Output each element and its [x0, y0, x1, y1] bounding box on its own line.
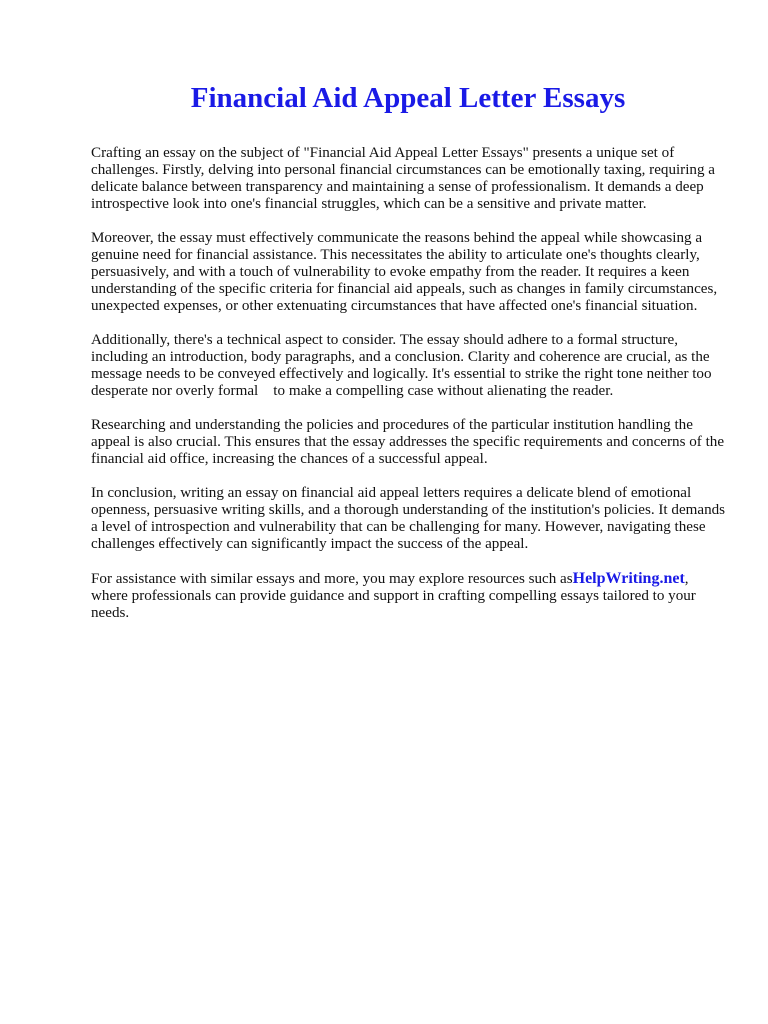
paragraph-intro: Crafting an essay on the subject of "Financial Aid Appeal Letter Essays" presents a unique set of challenges. Firstly, delving into personal financial circumstances can be emotionally taxing, requiring a delicate balance between transparency and maintaining a sense of professionalism. It demands a deep introspective look into one's financial struggles, which can be a sensitive and private matter. [91, 145, 715, 212]
essay-body [91, 145, 727, 639]
helpwriting-link[interactable]: HelpWriting.net [572, 570, 685, 587]
paragraph-conclusion: In conclusion, writing an essay on financial aid appeal letters requires a delicate blend of emotional openness, persuasive writing skills, and a thorough understanding of the institution's policies. It demands a level of introspection and vulnerability that can be challenging for many. However, navigating these challenges effectively can significantly impact the success of the appeal. [91, 485, 726, 552]
closing-text-before: For assistance with similar essays and more, you may explore resources such as [91, 571, 573, 587]
paragraph-communication: Moreover, the essay must effectively communicate the reasons behind the appeal while showcasing a genuine need for financial assistance. This necessitates the ability to articulate one's thoughts clearly, persuasively, and with a touch of vulnerability to evoke empathy from the reader. It requires a keen understanding of the specific criteria for financial aid appeals, such as changes in family circumstances, unexpected expenses, or other extenuating circumstances that have affected one's financial situation. [91, 230, 718, 314]
closing-text-after: , where professionals can provide guidance and support in crafting compelling essays tailored to your needs. [91, 571, 696, 621]
paragraph-technical: Additionally, there's a technical aspect to consider. The essay should adhere to a formal structure, including an introduction, body paragraphs, and a conclusion. Clarity and coherence are crucial, as the message needs to be conveyed effectively and logically. It's essential to strike the right tone neither too desperate nor overly formal to make a compelling case without alienating the reader. [91, 332, 716, 399]
paragraph-closing [91, 570, 727, 622]
paragraph-research: Researching and understanding the policies and procedures of the particular institution handling the appeal is also crucial. This ensures that the essay addresses the specific requirements and concerns of the financial aid office, increasing the chances of a successful appeal. [91, 417, 725, 467]
page-title: Financial Aid Appeal Letter Essays [190, 82, 626, 114]
